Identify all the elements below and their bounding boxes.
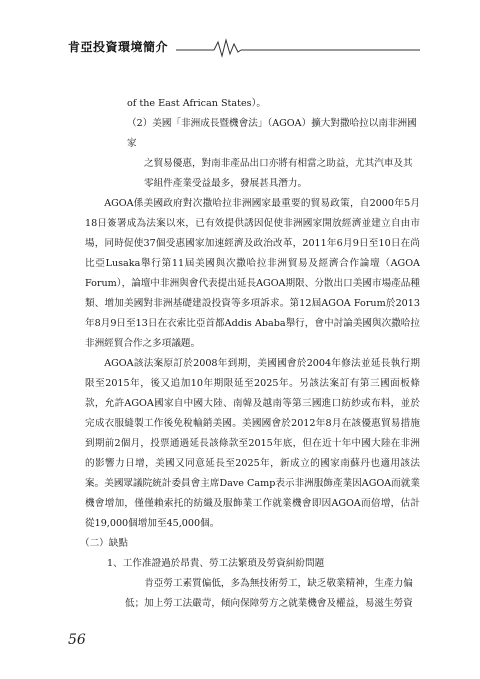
paragraph-agoa-extension: AGOA該法案原訂於2008年到期，美國國會於2004年修法並延長執行期限至2015年，後又追加10年期限延至2025年。另該法案訂有第三國面板條款，允許AGOA國家自中國大陸、南韓及越南等第三國進口紡紗或布料，並於完成衣服縫製工作後免稅輸銷美國。美國國會於2012年8月在該優惠貿易措施到期前2個月，投票通過延長該條款至2015年底，但在近十年中國大陸在非洲的影響力日增，美國又同意延長至2025年，新成立的國家南蘇丹也適用該法案。美國眾議院統計委員會主席Dave Camp表示非洲服飾產業因AGOA而就業機會增加，僅僅賴索托的紡織及服飾業工作就業機會即因AGOA而倍增，估計從19,000個增加至45,000個。	[85, 358, 420, 529]
intro-line: of the East African States）。	[127, 98, 266, 109]
labor-line1: 肯亞勞工素質偏低，多為無技術勞工，缺乏敬業精神，生產力偏	[144, 578, 413, 589]
document-body	[80, 94, 420, 614]
labor-line2: 低；加上勞工法嚴苛，傾向保障勞方之就業機會及權益，易滋生勞資	[125, 598, 413, 609]
item2-line1: （2）美國「非洲成長暨機會法」（AGOA）擴大對撒哈拉以南非洲國家	[127, 118, 417, 149]
page-number: 56	[68, 632, 86, 648]
item2-line3: 零組件產業受益最多，發展甚具潛力。	[144, 178, 308, 189]
item2-line2: 之貿易優惠，對南非產品出口亦將有相當之助益，尤其汽車及其	[144, 158, 413, 169]
running-header	[68, 36, 420, 58]
paragraph-labor	[85, 574, 420, 614]
paragraph-agoa-forum: AGOA係美國政府對次撒哈拉非洲國家最重要的貿易政策，自2000年5月18日簽署成為法案以來，已有效提供誘因促使非洲國家開放經濟並建立自由市場，同時促使37個受惠國家加速經濟及政治改革，2011年6月9日至10日在尚比亞Lusaka舉行第11屆美國與次撒哈拉非洲貿易及經濟合作論壇（AGOA Forum），論壇中非洲與會代表提出延長AGOA期限、分散出口美國市場產品種類、增加美國對非洲基礎建設投資等多項訴求。第12屆AGOA Forum於2013年8月9日至13日在衣索比亞首都Addis Ababa舉行，會中討論美國與次撒哈拉非洲經貿合作之多項議題。	[85, 198, 420, 349]
section-title-disadvantages: （二）缺點	[80, 538, 128, 549]
sub-item-work-permit: 1、工作准證過於昂貴、勞工法繁瑣及勞資糾紛問題	[107, 558, 325, 569]
header-title: 肯亞投資環境簡介	[68, 40, 169, 54]
